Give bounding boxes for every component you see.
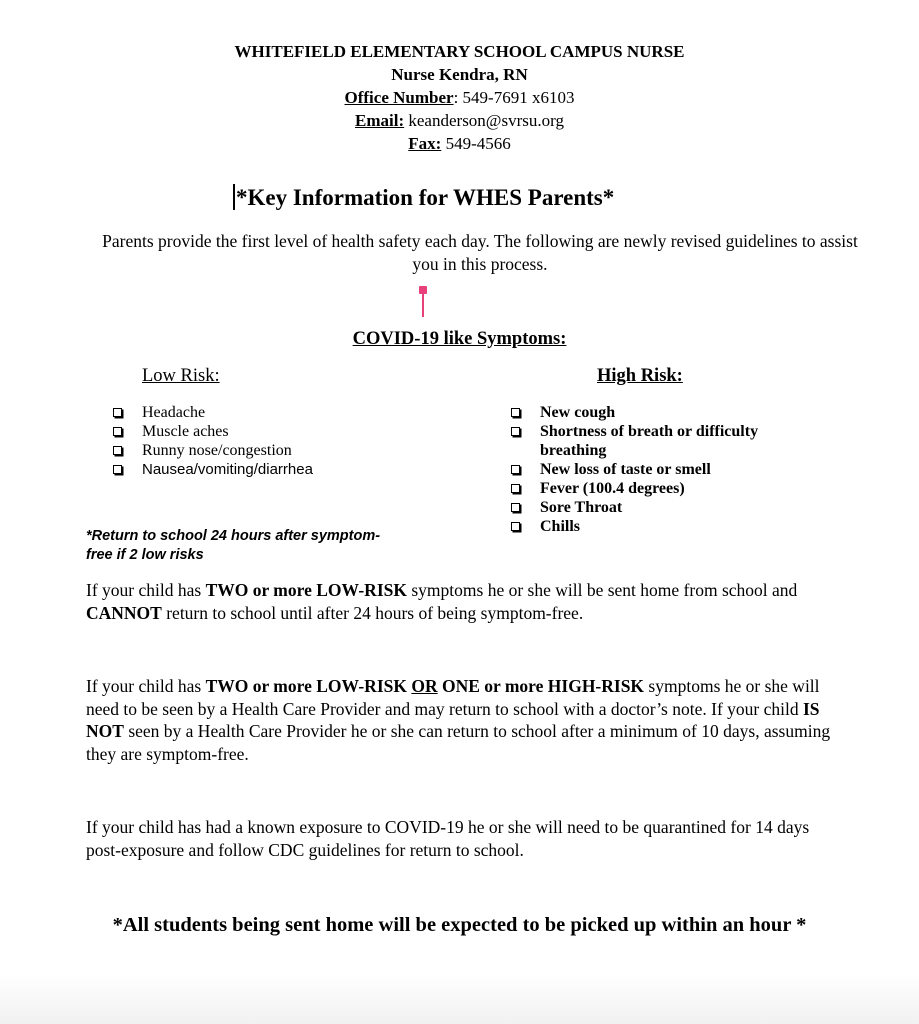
checkbox-bullet-icon (113, 408, 122, 417)
return-note: *Return to school 24 hours after symptom-free if 2 low risks (86, 528, 381, 563)
office-label: Office Number (344, 88, 454, 107)
checkbox-bullet-icon (511, 522, 520, 531)
nurse-name: Nurse Kendra, RN (391, 65, 528, 84)
list-item: Muscle aches (113, 422, 453, 441)
low-risk-list (113, 403, 453, 479)
email-line (0, 109, 919, 132)
checkbox-bullet-icon (113, 427, 122, 436)
paragraph-high-risk: If your child has TWO or more LOW-RISK OR ONE or more HIGH-RISK symptoms he or she will need to be seen by a Health Care Provider and may return to school with a doctor’s note. If your child IS NOT seen by a Health Care Provider he or she can return to school after a minimum of 10 days, assuming they are symptom-free. (86, 676, 831, 764)
list-item: Chills (511, 517, 801, 536)
symptoms-heading: COVID-19 like Symptoms: (352, 329, 567, 349)
list-item: Shortness of breath or difficulty breathing (511, 422, 801, 460)
checkbox-bullet-icon (511, 503, 520, 512)
paragraph-low-risk: If your child has TWO or more LOW-RISK symptoms he or she will be sent home from school and CANNOT return to school until after 24 hours of being symptom-free. (86, 580, 798, 623)
checkbox-bullet-icon (511, 408, 520, 417)
list-item: Nausea/vomiting/diarrhea (113, 460, 453, 479)
pickup-notice: *All students being sent home will be expected to be picked up within an hour * (112, 914, 807, 936)
list-item: Runny nose/congestion (113, 441, 453, 460)
email-value[interactable]: keanderson@svrsu.org (404, 111, 564, 130)
fax-value: 549-4566 (441, 134, 511, 153)
page-title[interactable] (233, 184, 614, 211)
intro-paragraph: Parents provide the first level of health safety each day. The following are newly revised guidelines to assist you in this process. (102, 231, 858, 274)
text-cursor (233, 184, 235, 210)
office-value: : 549-7691 x6103 (453, 88, 575, 107)
high-risk-heading: High Risk: (597, 366, 683, 386)
checkbox-bullet-icon (113, 446, 122, 455)
checkbox-bullet-icon (113, 465, 122, 474)
list-item: Headache (113, 403, 453, 422)
checkbox-bullet-icon (511, 465, 520, 474)
office-number (0, 86, 919, 109)
comment-marker-icon[interactable] (419, 286, 427, 318)
checkbox-bullet-icon (511, 484, 520, 493)
fax-label: Fax: (408, 134, 442, 153)
high-risk-list (511, 403, 801, 536)
list-item: Fever (100.4 degrees) (511, 479, 801, 498)
paragraph-exposure: If your child has had a known exposure to COVID-19 he or she will need to be quarantined for 14 days post-exposure and follow CDC guidelines for return to school. (86, 817, 810, 860)
checkbox-bullet-icon (511, 427, 520, 436)
school-name: WHITEFIELD ELEMENTARY SCHOOL CAMPUS NURSE (234, 42, 685, 61)
list-item: New cough (511, 403, 801, 422)
email-label: Email: (355, 111, 405, 130)
page-title-text: *Key Information for WHES Parents* (236, 185, 615, 210)
low-risk-heading: Low Risk: (142, 366, 220, 386)
page-bottom-shadow (0, 974, 919, 1024)
list-item: Sore Throat (511, 498, 801, 517)
fax-line (0, 132, 919, 155)
list-item: New loss of taste or smell (511, 460, 801, 479)
